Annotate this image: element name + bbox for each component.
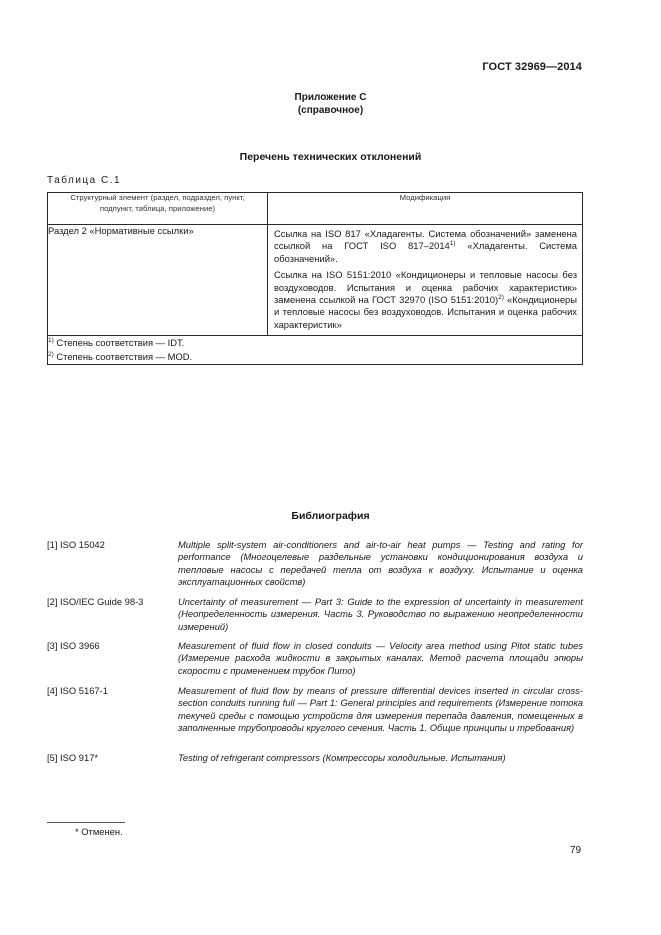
- note-text: Степень соответствия — MOD.: [53, 351, 193, 363]
- bibliography-text: Measurement of fluid flow by means of pressure differential devices inserted in circular cross-section conduits running full — Part 1: General principles and requirements (Измерение потока текучей среды с помощью устройств для измерения перепада давления, помещенных в заполненные трубопроводы круглого сечения. Часть 1. Общие принципы и требования): [178, 685, 583, 733]
- table-row: [48, 225, 583, 336]
- note-text: Степень соответствия — IDT.: [53, 337, 185, 349]
- bibliography-ref: [4] ISO 5167-1: [47, 685, 108, 696]
- mod1-text-a: Ссылка на ISO 817 «Хладагенты. Система обозначений» заменена ссылкой на ГОСТ ISO 817–2014: [274, 228, 577, 252]
- appendix-heading: [0, 91, 661, 117]
- element-text: Раздел 2 «Нормативные ссылки»: [48, 225, 194, 236]
- table-note: [48, 350, 582, 364]
- bibliography-ref: [5] ISO 917*: [47, 752, 99, 763]
- note-mark: 2): [48, 351, 54, 359]
- bibliography-entry: [47, 752, 583, 766]
- table-notes-row: [48, 336, 583, 365]
- bibliography-title: Библиография: [291, 510, 370, 522]
- mod2-footnote-mark: 2): [498, 294, 504, 302]
- element-cell: [48, 225, 268, 336]
- bibliography-entry: [47, 539, 583, 589]
- col1-header: [48, 193, 268, 225]
- bibliography-entry: [47, 685, 583, 747]
- mod2-text-b: «Кондиционеры и тепловые насосы без воздуховодов. Испытания и оценка рабочих характеристик»: [274, 294, 577, 330]
- bibliography-text: Uncertainty of measurement — Part 3: Guide to the expression of uncertainty in measurement (Неопределенность измерения. Часть 3. Руководство по выражению неопределенности измерений): [178, 596, 583, 632]
- section-title: Перечень технических отклонений: [239, 151, 422, 163]
- bibliography-entry: [47, 596, 583, 634]
- modification-paragraph-1: [268, 225, 582, 265]
- appendix-subtitle: (справочное): [297, 105, 364, 116]
- col2-header-text: Модификация: [399, 193, 451, 202]
- bibliography-entry: [47, 640, 583, 678]
- bibliography-text: Multiple split-system air-conditioners and air-to-air heat pumps — Testing and rating for performance (Многоцелевые раздельные установки кондиционирования воздуха и тепловые насосы с передачей тепла от воздуха к воздуху. Испытание и оценка эксплуатационных свойств): [178, 539, 583, 587]
- page-number: 79: [570, 845, 582, 856]
- col2-header: [268, 193, 583, 225]
- modification-cell: [268, 225, 583, 336]
- bibliography-text: Measurement of fluid flow in closed conduits — Velocity area method using Pitot static tubes (Измерение расхода жидкости в закрытых каналах. Метод расчета площади эпюры скорости с применением трубок Пито): [178, 640, 583, 676]
- mod1-footnote-mark: 1): [449, 240, 456, 248]
- table-header-row: [48, 193, 583, 225]
- bibliography-ref: [1] ISO 15042: [47, 539, 105, 550]
- bibliography-ref: [3] ISO 3966: [47, 640, 100, 651]
- bibliography-text: Testing of refrigerant compressors (Компрессоры холодильные. Испытания): [178, 752, 506, 763]
- standard-number: ГОСТ 32969—2014: [482, 61, 582, 73]
- table-caption: Таблица С.1: [47, 175, 122, 186]
- footnote: * Отменен.: [75, 826, 123, 837]
- table-notes: [48, 336, 583, 365]
- mod2-text-a: Ссылка на ISO 5151:2010 «Кондиционеры и тепловые насосы без воздуховодов. Испытания и оценка рабочих характеристик» заменена ссылкой на ГОСТ 32970 (ISO 5151:2010): [274, 269, 577, 306]
- appendix-title: Приложение С: [294, 92, 367, 103]
- table-note: [48, 336, 582, 350]
- footnote-separator: [47, 822, 125, 823]
- bibliography-ref: [2] ISO/IEC Guide 98-3: [47, 596, 144, 607]
- mod1-text-b: «Хладагенты. Система обозначений».: [274, 240, 577, 264]
- modification-paragraph-2: [268, 265, 582, 335]
- note-mark: 1): [48, 337, 54, 345]
- col1-header-text: Структурный элемент (раздел, подраздел, пункт, подпункт, таблица, приложение): [70, 193, 245, 213]
- deviations-table: [47, 192, 583, 365]
